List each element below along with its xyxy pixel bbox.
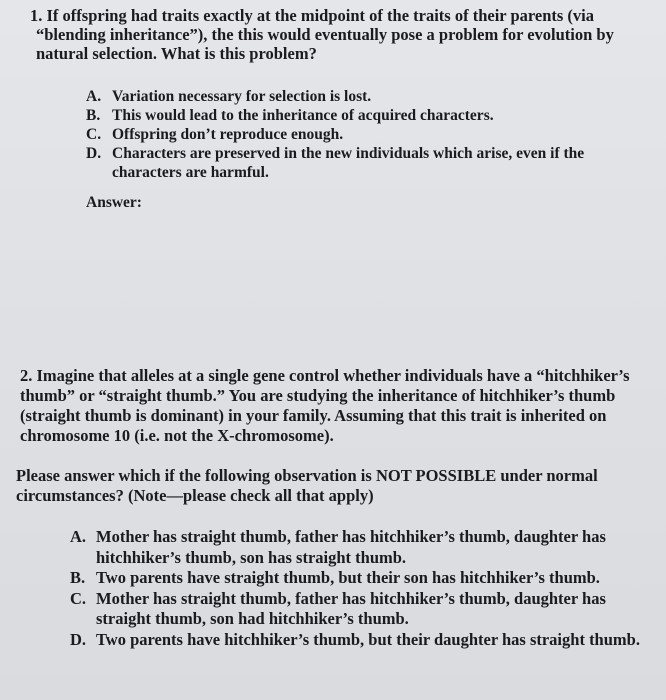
option-item [86, 87, 626, 106]
option-text: Characters are preserved in the new individuals which arise, even if the characters are harmful. [112, 145, 585, 181]
question-1-options [86, 87, 626, 182]
question-1-text: 1. If offspring had traits exactly at the midpoint of the traits of their parents (via “blending inheritance”), the this would eventually pose a problem for evolution by natural selection. What is this problem? [30, 6, 614, 63]
option-text: Two parents have hitchhiker’s thumb, but their daughter has straight thumb. [96, 629, 640, 649]
option-text: Two parents have straight thumb, but their son has hitchhiker’s thumb. [96, 568, 600, 587]
option-letter: B. [86, 107, 101, 124]
option-letter: C. [86, 126, 102, 143]
answer-label: Answer: [86, 194, 142, 211]
question-1 [30, 6, 636, 63]
option-item [86, 144, 626, 182]
option-letter: B. [70, 568, 86, 587]
option-letter: D. [70, 629, 87, 649]
option-text: Mother has straight thumb, father has hitchhiker’s thumb, daughter has straight thumb, son had hitchhiker’s thumb. [96, 588, 606, 628]
option-item [70, 527, 650, 568]
option-letter: A. [70, 527, 87, 546]
option-item [70, 568, 650, 589]
option-letter: C. [70, 588, 87, 608]
option-text: Variation necessary for selection is lost. [112, 88, 372, 105]
question-2-options [70, 527, 650, 650]
option-item [70, 630, 650, 651]
option-text: Offspring don’t reproduce enough. [112, 126, 344, 143]
question-2-prompt: Please answer which if the following observation is NOT POSSIBLE under normal circumstances? (Note—please check all that apply) [16, 466, 598, 505]
option-item [86, 125, 626, 144]
option-item [70, 589, 650, 630]
question-2-text: 2. Imagine that alleles at a single gene control whether individuals have a “hitchhiker’s thumb” or “straight thumb.” You are studying the inheritance of hitchhiker’s thumb (straight thumb is dominant) in your family. Assuming that this trait is inherited on chromosome 10 (i.e. not the X-chromosome). [20, 366, 630, 445]
option-letter: A. [86, 88, 102, 105]
option-letter: D. [86, 145, 102, 162]
option-item [86, 106, 626, 125]
option-text: Mother has straight thumb, father has hitchhiker’s thumb, daughter has hitchhiker’s thumb, son has straight thumb. [96, 527, 606, 567]
option-text: This would lead to the inheritance of acquired characters. [112, 107, 494, 124]
